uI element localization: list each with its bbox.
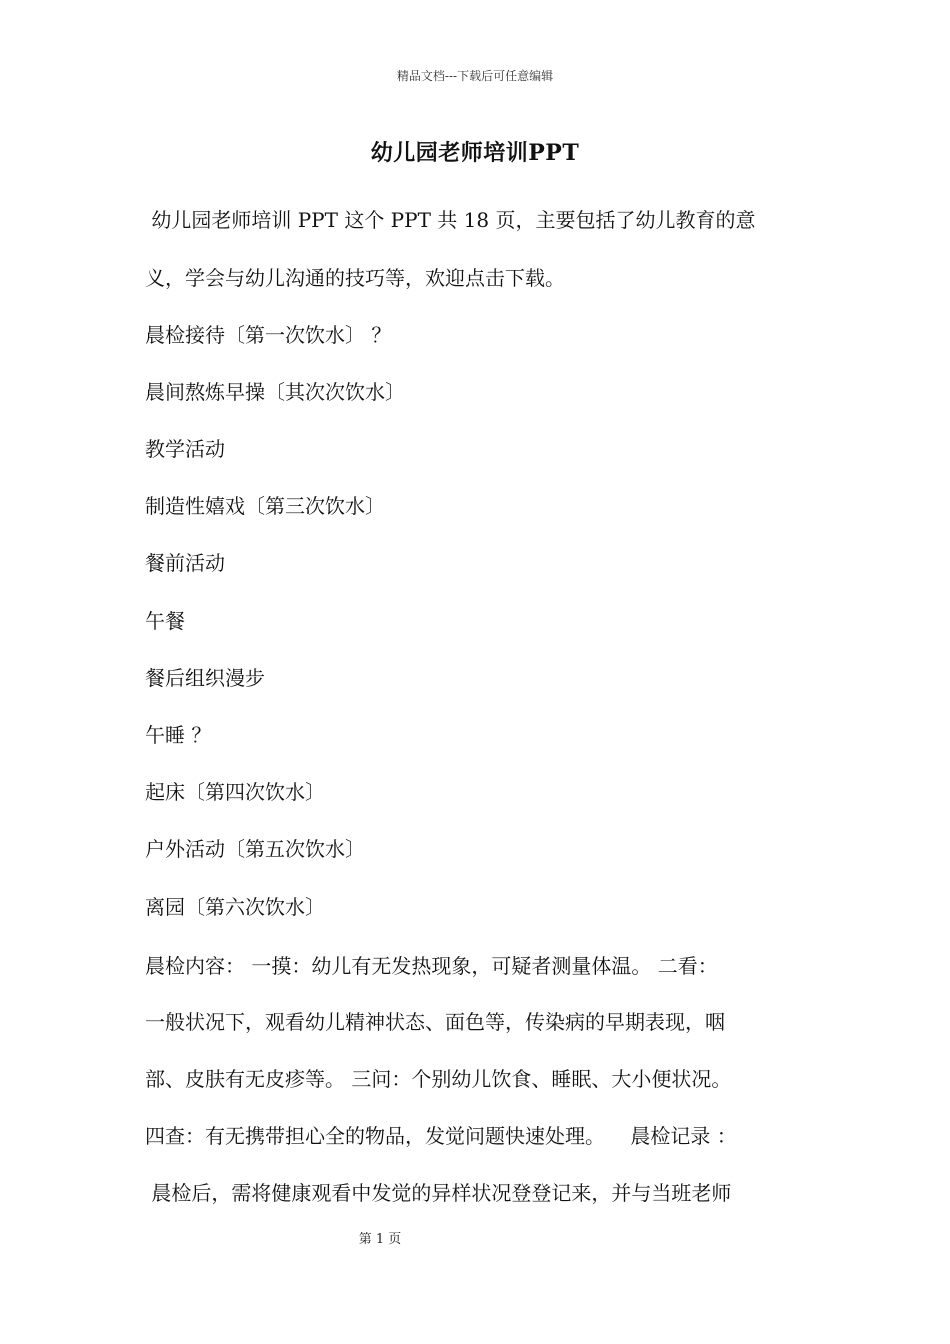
body-line: 午睡 ？ [145, 723, 212, 747]
body-line: 离园〔第六次饮水〕 [145, 895, 325, 919]
body-line: 幼儿园老师培训 PPT 这个 PPT 共 18 页，主要包括了幼儿教育的意 [145, 208, 756, 232]
body-line: 制造性嬉戏〔第三次饮水〕 [145, 494, 385, 518]
body-line: 晨间熬炼早操〔其次次饮水〕 [145, 380, 405, 404]
body-line: 晨检内容： 一摸：幼儿有无发热现象，可疑者测量体温。 二看： [145, 954, 718, 978]
body-line: 部、皮肤有无皮疹等。 三问：个别幼儿饮食、睡眠、大小便状况。 [145, 1067, 732, 1091]
body-line: 户外活动〔第五次饮水〕 [145, 837, 365, 861]
body-line: 晨检后，需将健康观看中发觉的异样状况登登记来，并与当班老师 [145, 1181, 732, 1205]
body-line: 起床〔第四次饮水〕 [145, 780, 325, 804]
body-line: 餐后组织漫步 [145, 666, 265, 690]
body-line: 教学活动 [145, 437, 225, 461]
body-line: 义，学会与幼儿沟通的技巧等，欢迎点击下载。 [145, 266, 565, 290]
document-title: 幼儿园老师培训PPT [370, 140, 580, 166]
body-line: 一般状况下，观看幼儿精神状态、面色等，传染病的早期表现，咽 [145, 1010, 725, 1034]
page-number: 第 1 页 [358, 1232, 402, 1247]
page-header: 精品文档---下载后可任意编辑 [396, 69, 554, 83]
body-line: 晨检接待〔第一次饮水〕 ？ [145, 323, 392, 347]
body-line: 餐前活动 [145, 551, 225, 575]
body-line: 午餐 [145, 609, 185, 633]
body-line: 四查：有无携带担心全的物品，发觉问题快速处理。 晨检记录 ： [145, 1124, 737, 1148]
